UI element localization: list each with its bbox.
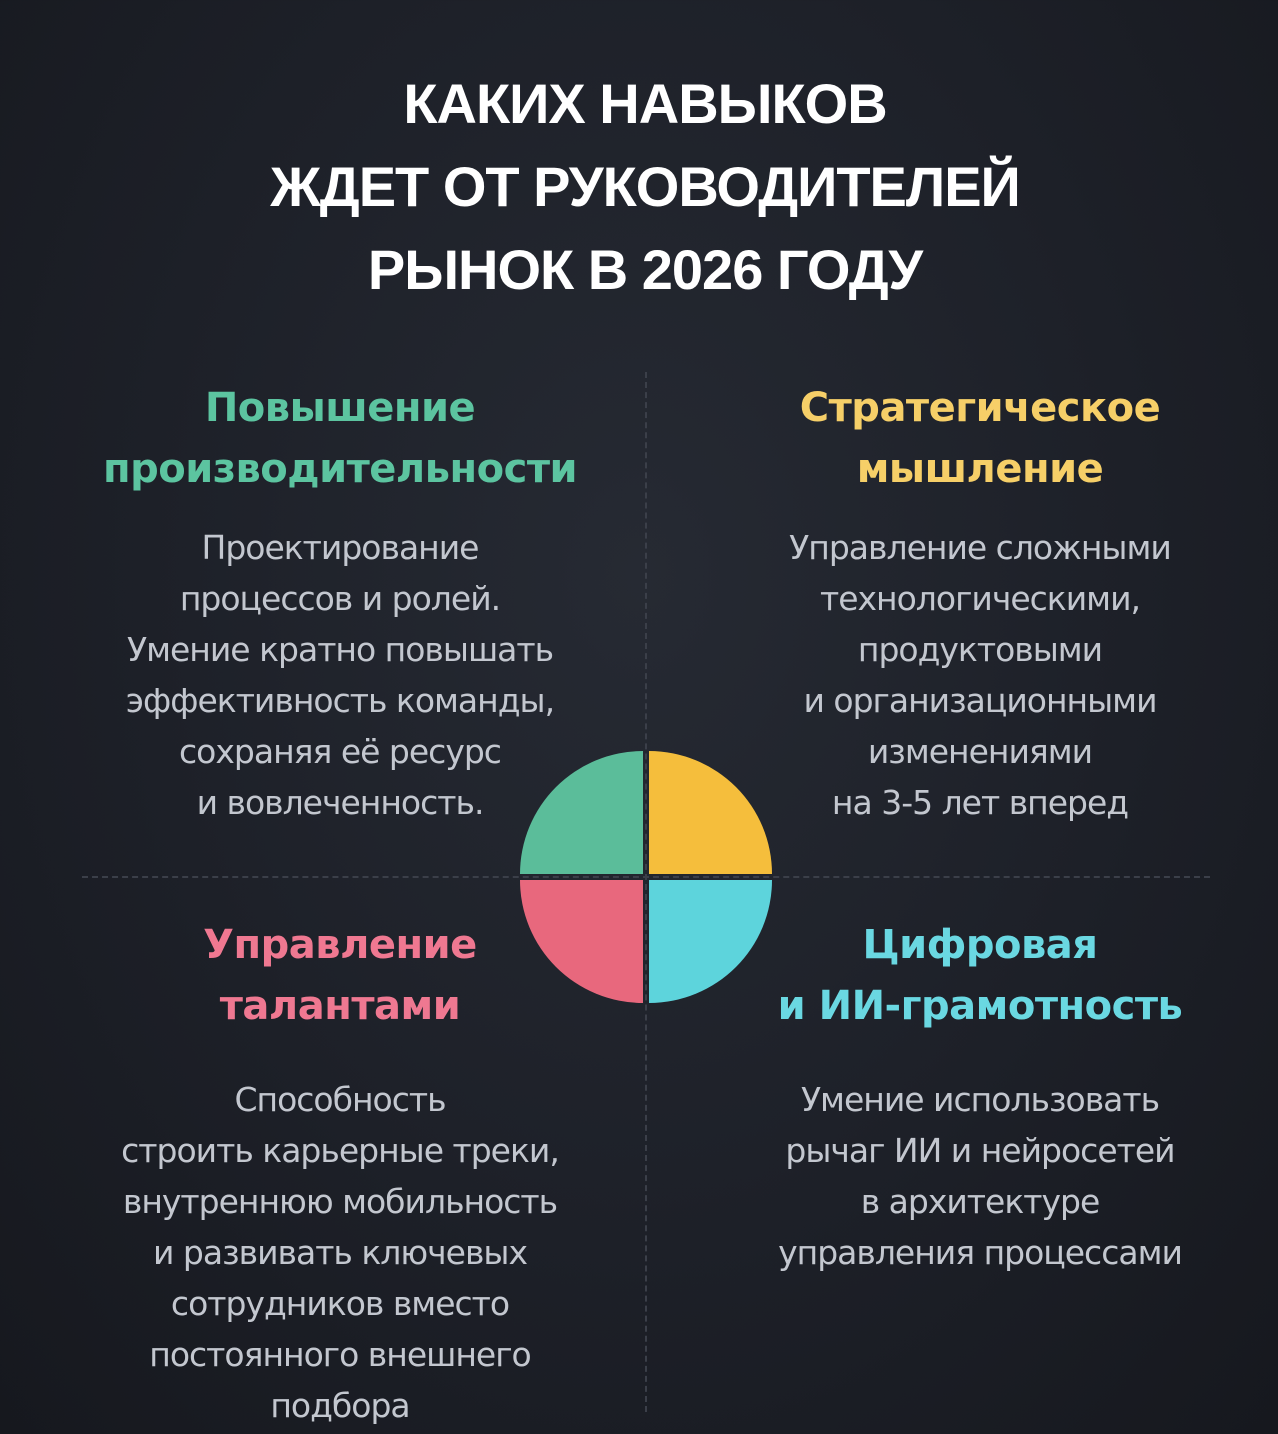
- heading-line: Повышение: [204, 385, 476, 431]
- heading-line: и ИИ-грамотность: [777, 983, 1183, 1029]
- description-line: постоянного внешнего: [149, 1335, 531, 1374]
- description-line: технологическими,: [819, 579, 1141, 618]
- quadrant-heading: [700, 915, 1260, 1037]
- description-line: внутреннюю мобильность: [122, 1182, 558, 1221]
- quadrant-digital-ai-literacy: [700, 915, 1260, 1278]
- title-line-1: КАКИХ НАВЫКОВ: [403, 72, 887, 135]
- quadrant-strategic-thinking: [700, 378, 1260, 828]
- description-line: изменениями: [867, 732, 1093, 771]
- title-line-2: ЖДЕТ ОТ РУКОВОДИТЕЛЕЙ: [270, 155, 1020, 218]
- heading-line: Стратегическое: [799, 385, 1161, 431]
- circle-segment-green: [520, 751, 643, 874]
- title-line-3: РЫНОК В 2026 ГОДУ: [367, 238, 923, 301]
- description-line: и вовлеченность.: [196, 783, 484, 822]
- heading-line: талантами: [219, 983, 461, 1029]
- description-line: Управление сложными: [789, 528, 1171, 567]
- quadrant-description: [700, 522, 1260, 828]
- description-line: на 3-5 лет вперед: [831, 783, 1129, 822]
- circle-segment-yellow: [649, 751, 772, 874]
- heading-line: Цифровая: [862, 922, 1098, 968]
- heading-line: мышление: [856, 446, 1104, 492]
- description-line: подбора: [270, 1386, 410, 1425]
- description-line: Умение использовать: [800, 1080, 1160, 1119]
- description-line: эффективность команды,: [125, 681, 555, 720]
- description-line: Способность: [234, 1080, 446, 1119]
- description-line: процессов и ролей.: [179, 579, 501, 618]
- description-line: рычаг ИИ и нейросетей: [785, 1131, 1175, 1170]
- description-line: и организационными: [803, 681, 1157, 720]
- quadrant-heading: [60, 378, 620, 500]
- quadrant-description: [60, 1074, 620, 1431]
- heading-line: Управление: [203, 922, 477, 968]
- quadrant-circle: [520, 751, 772, 1003]
- description-line: строить карьерные треки,: [121, 1131, 559, 1170]
- description-line: сотрудников вместо: [170, 1284, 510, 1323]
- description-line: Проектирование: [201, 528, 479, 567]
- circle-segment-cyan: [649, 880, 772, 1003]
- heading-line: производительности: [102, 446, 578, 492]
- description-line: сохраняя её ресурс: [179, 732, 501, 771]
- description-line: продуктовыми: [857, 630, 1103, 669]
- description-line: управления процессами: [778, 1233, 1182, 1272]
- description-line: и развивать ключевых: [152, 1233, 528, 1272]
- quadrant-description: [700, 1074, 1260, 1278]
- description-line: Умение кратно повышать: [126, 630, 554, 669]
- page-title: [0, 62, 1278, 311]
- circle-segment-pink: [520, 880, 643, 1003]
- description-line: в архитектуре: [860, 1182, 1100, 1221]
- quadrant-heading: [700, 378, 1260, 500]
